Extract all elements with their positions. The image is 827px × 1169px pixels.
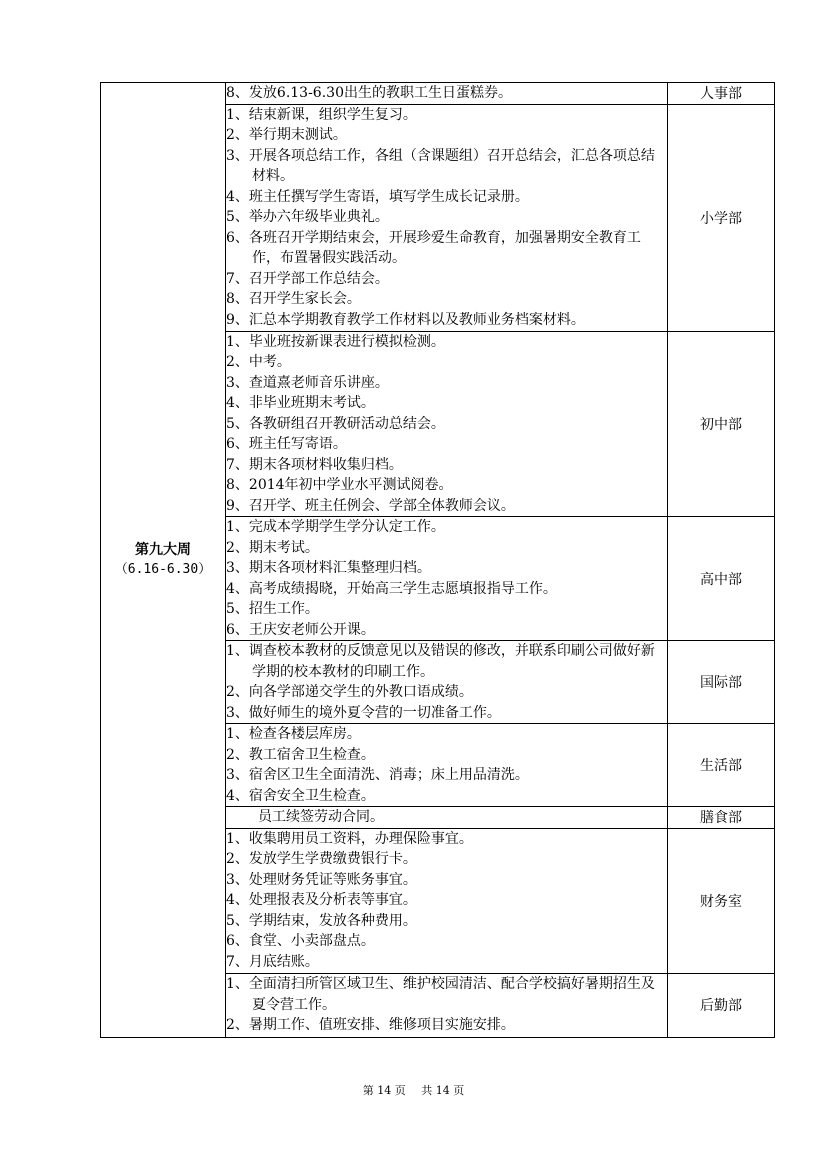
task-item: 8、2014年初中学业水平测试阅卷。: [226, 477, 453, 493]
week-cell: [101, 83, 226, 1038]
task-list: [226, 828, 668, 973]
task-item: 6、王庆安老师公开课。: [226, 621, 375, 638]
task-list: [226, 83, 668, 105]
task-item: 4、班主任撰写学生寄语，填写学生成长记录册。: [226, 188, 529, 205]
task-item: 6、各班召开学期结束会，开展珍爱生命教育，加强暑期安全教育工作，布置暑假实践活动。: [226, 229, 641, 267]
task-list: [226, 807, 668, 829]
task-item: 9、汇总本学期教育教学工作材料以及教师业务档案材料。: [226, 311, 585, 328]
task-item: 5、学期结束，发放各种费用。: [226, 912, 417, 929]
task-item: 3、宿舍区卫生全面清洗、消毒；床上用品清洗。: [226, 767, 529, 783]
task-item: 7、月底结账。: [226, 953, 319, 970]
task-item: 3、开展各项总结工作，各组（含课题组）召开总结会，汇总各项总结材料。: [226, 147, 655, 185]
task-list: [226, 331, 668, 517]
task-item: 4、非毕业班期末考试。: [226, 395, 375, 411]
task-item: 2、举行期末测试。: [226, 127, 347, 144]
task-item: 2、期末考试。: [226, 539, 319, 556]
department-name: 财务室: [668, 828, 775, 973]
task-list: [226, 724, 668, 807]
department-name: 高中部: [668, 517, 775, 641]
task-item: 员工续签劳动合同。: [258, 809, 384, 825]
task-item: 3、查道熹老师音乐讲座。: [226, 374, 389, 391]
schedule-table: [100, 82, 775, 1038]
task-item: 8、召开学生家长会。: [226, 291, 361, 308]
department-name: 初中部: [668, 331, 775, 517]
task-item: 2、暑期工作、值班安排、维修项目实施安排。: [226, 1017, 515, 1034]
week-title: 第九大周: [135, 541, 191, 558]
task-item: 1、检查各楼层库房。: [226, 726, 361, 742]
page-number: 第 14 页: [362, 1084, 406, 1097]
task-item: 5、各教研组召开教研活动总结会。: [226, 415, 445, 432]
schedule-body: [101, 83, 775, 1038]
department-name: 国际部: [668, 641, 775, 724]
department-name: 人事部: [668, 83, 775, 105]
task-item: 2、教工宿舍卫生检查。: [226, 746, 375, 763]
department-name: 膳食部: [668, 807, 775, 829]
task-item: 8、发放6.13-6.30出生的教职工生日蛋糕券。: [226, 85, 512, 101]
task-item: 5、招生工作。: [226, 601, 319, 617]
task-item: 6、食堂、小卖部盘点。: [226, 933, 375, 950]
task-item: 1、收集聘用员工资料，办理保险事宜。: [226, 830, 473, 847]
task-item: 6、班主任写寄语。: [226, 436, 347, 452]
task-item: 2、向各学部递交学生的外教口语成绩。: [226, 684, 473, 700]
week-range: （6.16-6.30）: [114, 561, 212, 577]
table-row: [101, 83, 775, 105]
task-item: 4、处理报表及分析表等事宜。: [226, 892, 417, 909]
task-item: 5、举办六年级毕业典礼。: [226, 209, 389, 226]
task-item: 4、高考成绩揭晓，开始高三学生志愿填报指导工作。: [226, 580, 557, 597]
task-item: 1、结束新课，组织学生复习。: [226, 106, 417, 123]
task-item: 3、做好师生的境外夏令营的一切准备工作。: [226, 704, 501, 721]
task-list: [226, 517, 668, 641]
task-item: 7、期末各项材料收集归档。: [226, 456, 403, 473]
task-item: 2、中考。: [226, 354, 291, 370]
task-item: 1、完成本学期学生学分认定工作。: [226, 519, 445, 535]
task-item: 2、发放学生学费缴费银行卡。: [226, 851, 417, 868]
task-list: [226, 973, 668, 1037]
task-item: 4、宿舍安全卫生检查。: [226, 787, 375, 804]
task-list: [226, 641, 668, 724]
task-item: 3、期末各项材料汇集整理归档。: [226, 560, 431, 576]
department-name: 后勤部: [668, 973, 775, 1037]
task-item: 3、处理财务凭证等账务事宜。: [226, 871, 417, 888]
department-name: 生活部: [668, 724, 775, 807]
page-footer: [0, 1082, 827, 1098]
task-item: 9、召开学、班主任例会、学部全体教师会议。: [226, 497, 515, 514]
department-name: 小学部: [668, 104, 775, 331]
task-item: 1、毕业班按新课表进行模拟检测。: [226, 333, 445, 350]
task-item: 1、调查校本教材的反馈意见以及错误的修改，并联系印刷公司做好新学期的校本教材的印刷工作。: [226, 643, 655, 680]
page-total: 共 14 页: [421, 1084, 465, 1097]
task-list: [226, 104, 668, 331]
task-item: 7、召开学部工作总结会。: [226, 270, 389, 287]
task-item: 1、全面清扫所管区域卫生、维护校园清洁、配合学校搞好暑期招生及夏令营工作。: [226, 976, 655, 1013]
